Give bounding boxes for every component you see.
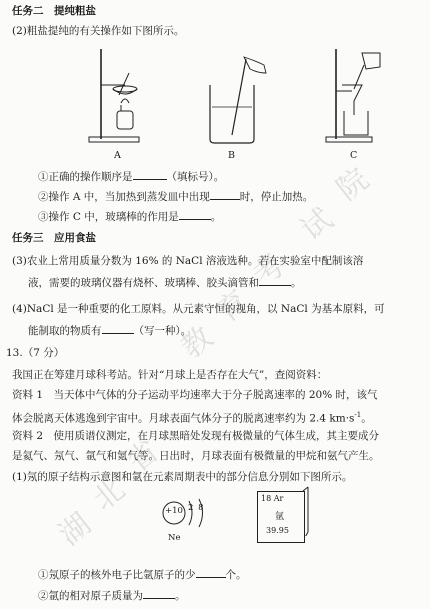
- answer-blank: [196, 566, 226, 578]
- argon-name: 氩: [275, 512, 285, 522]
- q13-intro: 我国正在筹建月球科考站。针对“月球上是否存在大气”，查阅资料：: [12, 369, 328, 381]
- q4-line2: 能制取的物质有 （写一种）。: [28, 322, 191, 338]
- argon-element-cell: [257, 491, 305, 543]
- q13-1-2: ②氩的相对原子质量为 。: [38, 587, 186, 603]
- q2-intro: (2)粗盐提纯的有关操作如下图所示。: [12, 25, 185, 37]
- q2-2: ②操作 A 中，当加热到蒸发皿中出现 时，停止加热。: [38, 188, 313, 204]
- watermark-char: 考: [246, 247, 292, 294]
- material1-line1: 资料 1 当天体中气体的分子运动平均速率大于分子脱离速率的 20% 时，该气: [12, 389, 378, 401]
- argon-number-symbol: 18 Ar: [261, 494, 284, 503]
- watermark-char: 湖: [52, 506, 98, 553]
- neon-symbol: Ne: [168, 533, 181, 543]
- task2-title: 任务二 提纯粗盐: [12, 5, 96, 17]
- q3-line2: 液，需要的玻璃仪器有烧杯、玻璃棒、胶头滴管和 。: [28, 274, 302, 290]
- nucleus-charge: +10: [165, 506, 183, 516]
- q2-1: ①正确的操作顺序是 （填标号）。: [38, 168, 224, 184]
- task3-title: 任务三 应用食盐: [12, 232, 96, 244]
- answer-blank: [102, 322, 134, 334]
- q4-line1: (4)NaCl 是一种重要的化工原料。从元素守恒的视角，以 NaCl 为基本原料，可: [12, 303, 385, 315]
- material2-line1: 资料 2 使用质谱仪测定，在月球黑暗处发现有极微量的气体生成，其主要成分: [12, 430, 380, 442]
- figure-c-filtration: [322, 45, 392, 145]
- q2-3: ③操作 C 中，玻璃棒的作用是 。: [38, 208, 221, 224]
- answer-blank: [179, 208, 211, 220]
- answer-blank: [259, 274, 291, 286]
- neon-atom-diagram: [160, 493, 226, 549]
- figure-a-label: A: [114, 150, 121, 161]
- material2-line2: 是氦气、氖气、氩气和氪气等。日出时，月球表面有极微量的甲烷和氨气产生。: [12, 450, 380, 462]
- answer-blank: [143, 587, 175, 599]
- watermark-char: 教: [174, 319, 220, 366]
- watermark-char: 育: [210, 283, 256, 330]
- figure-b-dissolving: [200, 55, 270, 145]
- q13-1-1: ①氖原子的核外电子比氩原子的少 个。: [38, 566, 247, 582]
- electron-shells: 2 8: [188, 503, 204, 513]
- answer-blank: [133, 168, 167, 180]
- watermark-char: 试: [294, 201, 340, 248]
- watermark-char: 省: [120, 433, 166, 480]
- figure-c-label: C: [350, 150, 358, 161]
- q3-line1: (3)农业上常用质量分数为 16% 的 NaCl 溶液选种。若在实验室中配制该溶: [12, 255, 364, 267]
- cell-3d-edge: [300, 486, 310, 536]
- figure-b-label: B: [228, 150, 235, 161]
- q13-1: (1)氖的原子结构示意图和氩在元素周期表中的部分信息分别如下图所示。: [12, 471, 353, 483]
- q13-header: 13.（7 分）: [6, 347, 65, 359]
- watermark-char: 院: [330, 161, 376, 208]
- watermark-char: 北: [86, 471, 132, 518]
- argon-mass: 39.95: [266, 526, 289, 535]
- figure-a-evaporation: [85, 45, 145, 145]
- answer-blank: [210, 188, 240, 200]
- material1-line2: 体会脱离天体逃逸到宇宙中。月球表面气体分子的脱离速率约为 2.4 $km\cdot s^{-1}$。: [12, 411, 372, 425]
